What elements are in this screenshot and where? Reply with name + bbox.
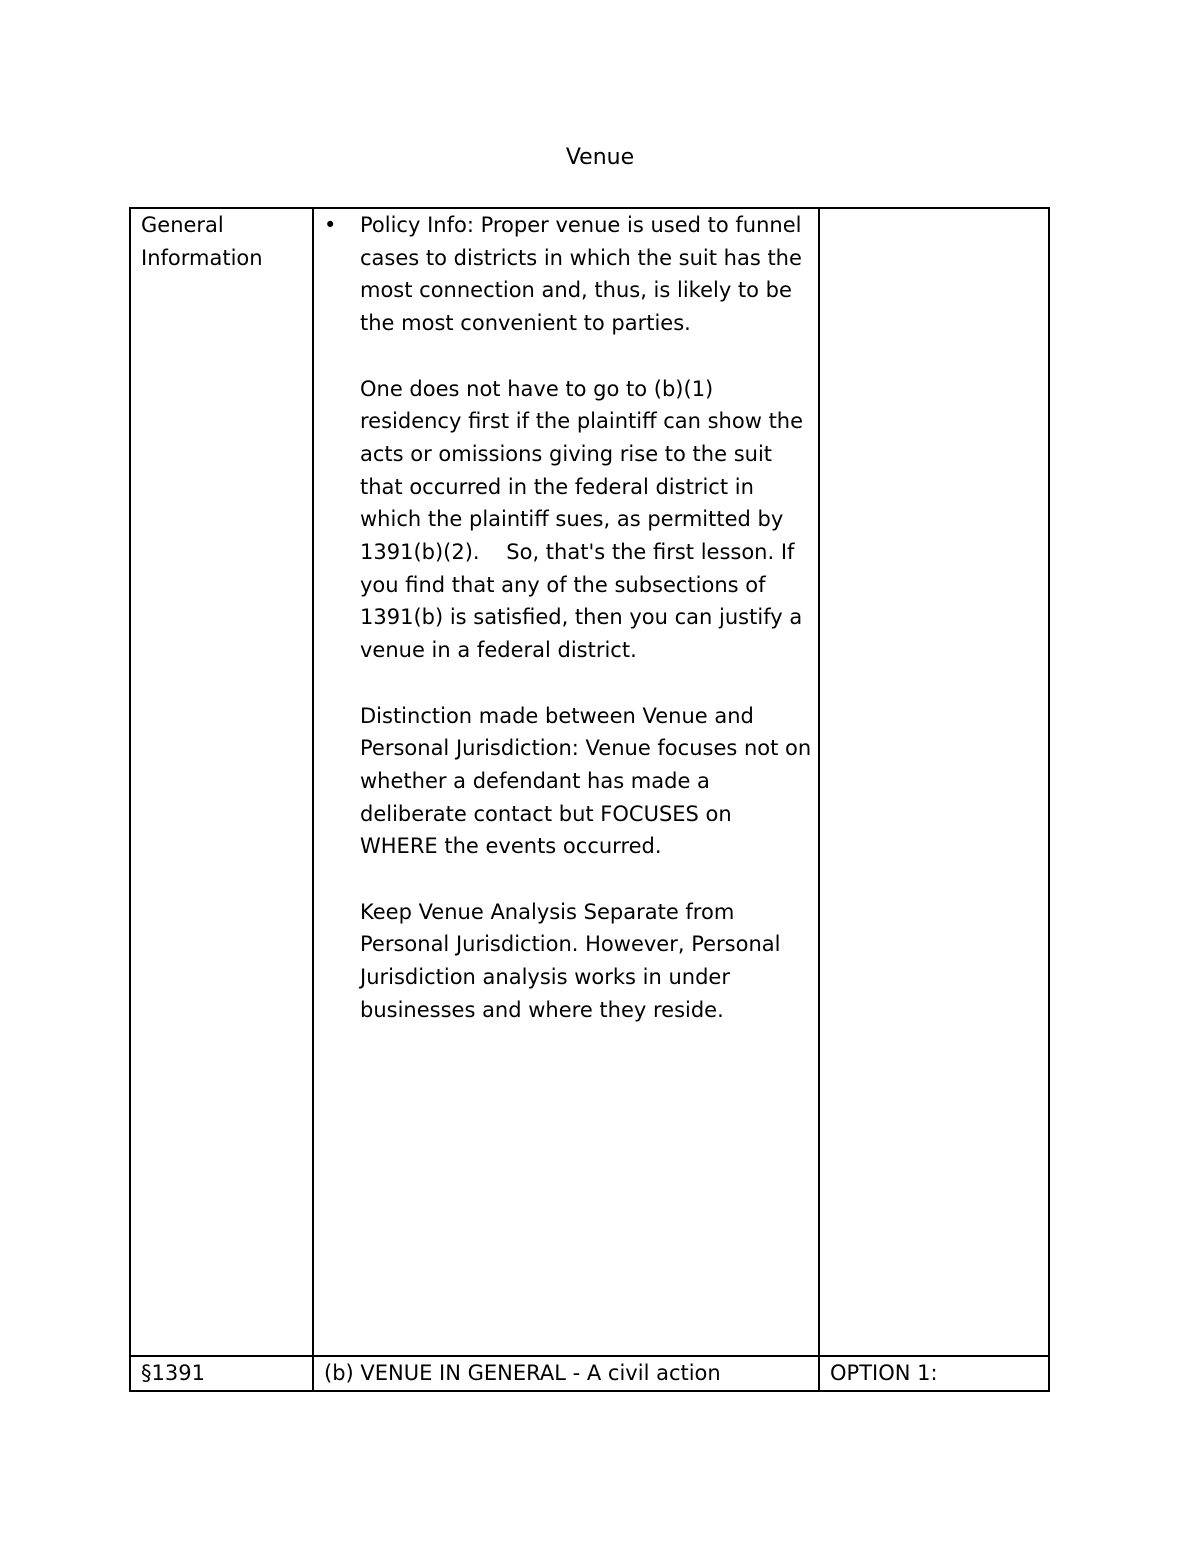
paragraph: Distinction made between Venue and Personal Jurisdiction: Venue focuses not on whether a defendant has made a deliberate contact but FOCUSES on WHERE the events occurred. <box>360 703 818 859</box>
paragraph: Policy Info: Proper venue is used to funnel cases to districts in which the suit has the most connection and, thus, is likely to be the most convenient to parties. <box>360 213 809 336</box>
row-heading: §1391 <box>141 1361 205 1385</box>
row-notes: OPTION 1: <box>830 1361 938 1385</box>
row-heading-cell <box>130 208 313 1356</box>
venue-notes-table <box>129 207 1050 1392</box>
row-body: (b) VENUE IN GENERAL - A civil action <box>324 1361 721 1385</box>
row-heading: General Information <box>141 213 263 270</box>
table-row <box>130 1356 1049 1391</box>
row-content-cell <box>313 208 819 1356</box>
paragraph: Keep Venue Analysis Separate from Personal Jurisdiction. However, Personal Jurisdiction analysis works in under businesses and where they reside. <box>360 899 788 1022</box>
row-heading-cell <box>130 1356 313 1391</box>
bullet-icon: • <box>324 213 337 237</box>
row-notes-cell <box>819 1356 1049 1391</box>
table-row <box>130 208 1049 1356</box>
paragraph: One does not have to go to (b)(1) residency first if the plaintiff can show the acts or omissions giving rise to the suit that occurred in the federal district in which the plaintiff sues, as permitted by 1391(b)(2). So, that's the first lesson. If you find that any of the subsections of 1391(b) is satisfied, then you can justify a venue in a federal district. <box>360 376 810 663</box>
row-content-cell <box>313 1356 819 1391</box>
document-title: Venue <box>565 145 635 170</box>
row-notes-cell <box>819 208 1049 1356</box>
